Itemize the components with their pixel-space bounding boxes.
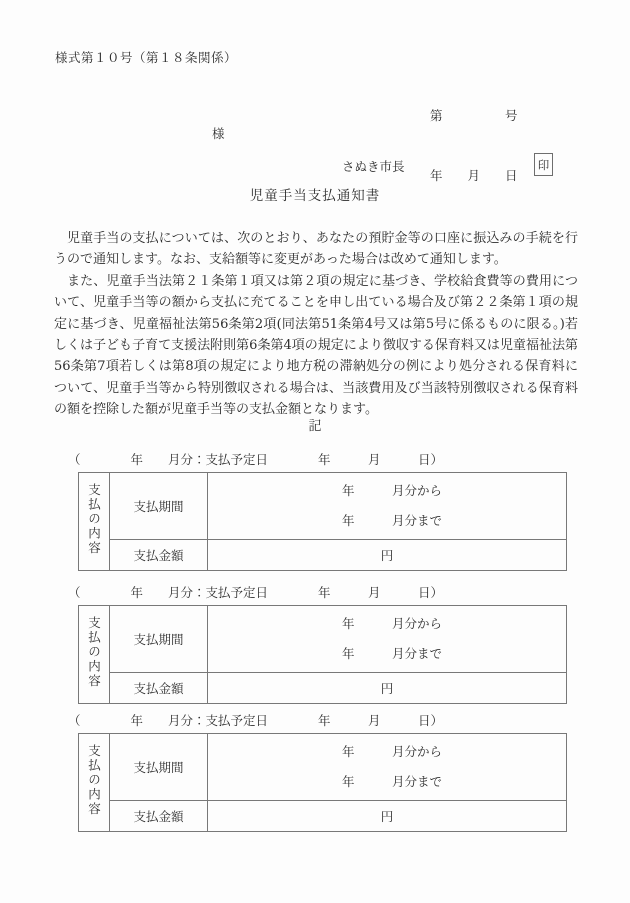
payment-period-value-cell: [208, 734, 567, 801]
seal-box: 印: [534, 153, 553, 176]
addressee-line: 様: [212, 126, 225, 141]
payment-period-value-cell: [208, 606, 567, 673]
payment-amount-row-label: 支払金額: [110, 673, 208, 704]
document-number-label: 第 号: [430, 108, 518, 123]
form-code: 様式第１０号（第１８条関係）: [55, 50, 238, 65]
body-text: [54, 228, 578, 421]
payment-block-3: [68, 711, 568, 832]
payment-content-vertical-label: 支払の内容: [79, 606, 110, 704]
payment-block-2: [68, 583, 568, 704]
payment-amount-row-label: 支払金額: [110, 801, 208, 832]
payment-period-from: 年 月分から: [341, 616, 442, 631]
payment-content-vertical-label: 支払の内容: [79, 473, 110, 571]
payment-amount-row-label: 支払金額: [110, 540, 208, 571]
page-title: 児童手当支払通知書: [249, 188, 381, 204]
payment-period-to: 年 月分まで: [341, 646, 442, 661]
ki-mark: 記: [308, 419, 322, 434]
payment-period-from: 年 月分から: [341, 483, 442, 498]
payment-table: [78, 733, 567, 832]
payment-period-to: 年 月分まで: [341, 774, 442, 789]
payment-block-1: [68, 450, 568, 571]
payment-period-value-cell: [208, 473, 567, 540]
table-row: [79, 734, 567, 801]
body-paragraph-1: 児童手当の支払については、次のとおり、あなたの預貯金等の口座に振込みの手続を行うので通知します。なお、支給額等に変更があった場合は改めて通知します。: [54, 231, 578, 268]
table-row: [79, 673, 567, 704]
body-paragraph-2: また、児童手当法第２１条第１項又は第２項の規定に基づき、学校給食費等の費用について、児童手当等の額から支払に充てることを申し出ている場合及び第２２条第１項の規定に基づき、児童福祉法第56条第2項(同法第51条第4号又は第5号に係るものに限る。)若しくは子ども子育て支援法附則第6条第4項の規定により徴収する保育料又は児童福祉法第56条第7項若しくは第8項の規定により地方税の滞納処分の例により処分される保育料について、児童手当等から特別徴収される場合は、当該費用及び当該特別徴収される保育料の額を控除した額が児童手当等の支払金額となります。: [54, 273, 578, 418]
issuer-line: さぬき市長: [342, 159, 405, 174]
document-date-label: 年 月 日: [430, 168, 518, 183]
payment-period-row-label: 支払期間: [110, 734, 208, 801]
payment-period-row-label: 支払期間: [110, 473, 208, 540]
table-row: [79, 801, 567, 832]
payment-period-from: 年 月分から: [341, 744, 442, 759]
payment-period-header: （ 年 月分：支払予定日 年 月 日）: [68, 585, 444, 600]
payment-table: [78, 605, 567, 704]
table-row: [79, 606, 567, 673]
payment-amount-value: 円: [208, 801, 567, 832]
payment-period-header: （ 年 月分：支払予定日 年 月 日）: [68, 713, 444, 728]
table-row: [79, 540, 567, 571]
payment-amount-value: 円: [208, 673, 567, 704]
payment-table: [78, 472, 567, 571]
payment-content-vertical-label: 支払の内容: [79, 734, 110, 832]
payment-period-header: （ 年 月分：支払予定日 年 月 日）: [68, 452, 444, 467]
payment-amount-value: 円: [208, 540, 567, 571]
payment-period-to: 年 月分まで: [341, 513, 442, 528]
table-row: [79, 473, 567, 540]
payment-period-row-label: 支払期間: [110, 606, 208, 673]
